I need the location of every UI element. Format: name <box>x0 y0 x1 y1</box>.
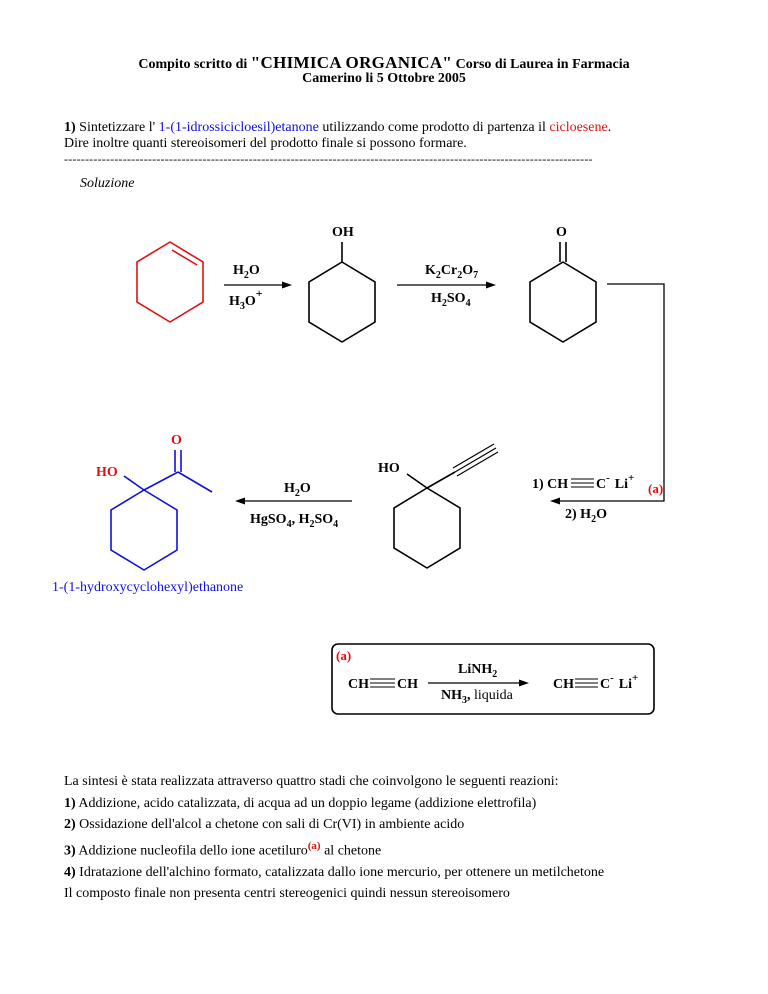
step-3 <box>64 836 764 862</box>
connector-bracket <box>557 284 664 501</box>
step-3-footnote-ref: (a) <box>307 839 321 852</box>
oh-label: OH <box>332 225 354 240</box>
reagent-sulfuric-acid: $H_2SO_4$ <box>431 291 471 309</box>
ho-label-alkynol: HO <box>378 461 400 476</box>
question-line2: Dire inoltre quanti stereoisomeri del prodotto finale si possono formare. <box>64 136 467 151</box>
step-3-text-a: Addizione nucleofila dello ione acetiluro <box>75 843 308 859</box>
exam-date: Camerino li 5 Ottobre 2005 <box>302 71 466 86</box>
arrow-deprotonation <box>428 680 529 687</box>
alkyne-triple-bond <box>453 444 498 476</box>
product-acetylide-right: C- Li+ <box>600 672 639 692</box>
ketone-o-label: O <box>556 225 567 240</box>
step-4-number: 4) <box>64 864 76 880</box>
arrow-oxidation <box>397 282 496 289</box>
step-1 <box>64 793 764 815</box>
question-text-a: Sintetizzare l' <box>75 120 159 135</box>
acetylene-triple-bond <box>370 679 395 687</box>
reagent-acetylide: 1) CH <box>532 477 569 492</box>
question-number: 1) <box>64 120 76 135</box>
acetylene-left: CH <box>348 677 369 692</box>
acetylene-right: CH <box>397 677 418 692</box>
step-4 <box>64 862 764 884</box>
reagent-mercury-sulfate: HgSO$_4$, $H_2SO_4$ <box>250 512 339 530</box>
conclusion: Il composto finale non presenta centri stereogenici quindi nessun stereoisomero <box>64 886 510 902</box>
explanation-block <box>64 771 764 905</box>
step-2-text: Ossidazione dell'alcol a chetone con sali di Cr(VI) in ambiente acido <box>75 817 465 832</box>
title-prefix: Compito scritto di <box>138 57 251 72</box>
reagent-hydronium: $H_3O+$ <box>229 286 263 312</box>
arrow-hydration-alkyne <box>235 498 352 505</box>
separator-line: ------------------------------------------------------------------------------------------------------------------------------ <box>64 152 593 166</box>
cyclohexene-structure <box>137 242 203 322</box>
reagent-water-workup: 2) $H_2O$ <box>565 507 607 525</box>
target-compound: 1-(1-idrossicicloesil)etanone <box>158 120 319 135</box>
question-text-c: . <box>607 120 612 135</box>
product-o-label: O <box>171 433 182 448</box>
reagent-liquid-ammonia: $NH_3$, liquida <box>441 688 513 706</box>
acetylide-carbanion: C- Li+ <box>596 472 635 492</box>
reagent-water: $H_2O$ <box>233 263 260 281</box>
product-ho-label: HO <box>96 465 118 480</box>
step-4-text: Idratazione dell'alchino formato, catalizzata dallo ione mercurio, per ottenere un metilchetone <box>75 864 605 880</box>
step-2-number: 2) <box>64 817 76 832</box>
question-text-b: utilizzando come prodotto di partenza il <box>318 120 550 135</box>
step-3-number: 3) <box>64 843 76 859</box>
starting-material: cicloesene <box>549 120 608 135</box>
course-name: "CHIMICA ORGANICA" <box>250 53 453 72</box>
step-3-text-b: al chetone <box>320 843 382 859</box>
product-name-label: 1-(1-hydroxycyclohexyl)ethanone <box>52 580 244 595</box>
product-acetylide-triple-bond <box>575 679 598 687</box>
step-2 <box>64 814 764 836</box>
step-1-text: Addizione, acido catalizzata, di acqua ad un doppio legame (addizione elettrofila) <box>75 795 537 811</box>
reagent-dichromate: $K_2Cr_2O_7$ <box>425 263 479 281</box>
reagent-water-4: $H_2O$ <box>284 481 311 499</box>
reagent-lithium-amide: LiNH$_2$ <box>458 662 498 680</box>
acetylide-triple-bond <box>571 479 594 487</box>
footnote-ref-a: (a) <box>648 481 664 496</box>
footnote-box-label: (a) <box>336 648 352 663</box>
product-acetylide-left: CH <box>553 677 574 692</box>
title-suffix: Corso di Laurea in Farmacia <box>452 57 630 72</box>
connector-arrowhead <box>550 498 560 505</box>
step-1-number: 1) <box>64 795 76 811</box>
cyclohexanone-structure <box>530 242 596 342</box>
final-product-structure <box>111 450 212 570</box>
explanation-intro: La sintesi è stata realizzata attraverso quattro stadi che coinvolgono le seguenti reazioni: <box>64 774 559 789</box>
solution-label: Soluzione <box>80 176 135 191</box>
cyclohexanol-structure <box>309 242 375 342</box>
ethynylcyclohexanol-structure <box>394 472 460 568</box>
